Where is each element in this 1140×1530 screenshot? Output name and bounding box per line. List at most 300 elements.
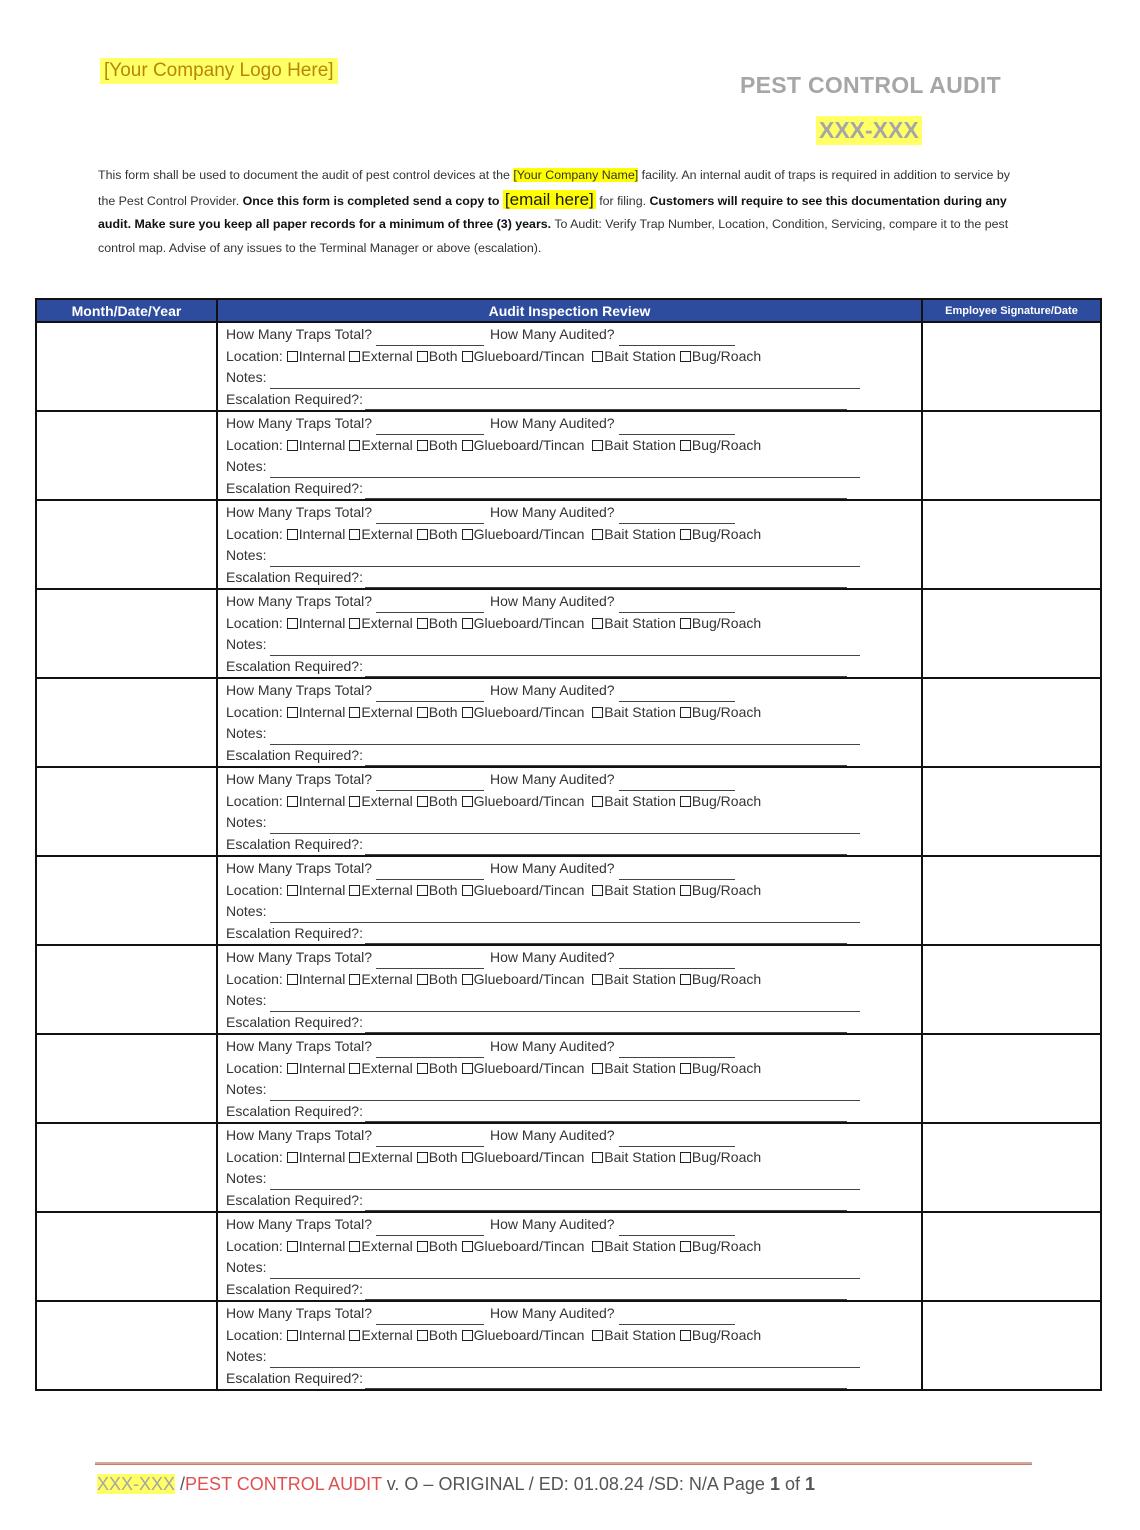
location-option-bug-roach[interactable]: Bug/Roach <box>680 1147 761 1169</box>
checkbox-icon[interactable] <box>592 1063 603 1074</box>
location-option-both[interactable]: Both <box>417 1325 458 1347</box>
location-option-external[interactable]: External <box>349 524 412 546</box>
signature-cell[interactable] <box>922 500 1101 589</box>
date-cell[interactable] <box>36 767 217 856</box>
checkbox-icon[interactable] <box>592 351 603 362</box>
audited-label: How Many Audited? <box>490 593 615 609</box>
location-option-glueboard[interactable]: Glueboard/Tincan <box>462 969 585 991</box>
date-cell[interactable] <box>36 856 217 945</box>
traps-total-field[interactable] <box>376 1221 484 1236</box>
table-row <box>36 1212 1101 1301</box>
location-option-glueboard[interactable]: Glueboard/Tincan <box>462 346 585 368</box>
checkbox-icon[interactable] <box>349 796 360 807</box>
checkbox-icon[interactable] <box>287 707 298 718</box>
date-cell[interactable] <box>36 945 217 1034</box>
location-line <box>226 435 921 457</box>
checkbox-icon[interactable] <box>417 707 428 718</box>
checkbox-icon[interactable] <box>417 974 428 985</box>
escalation-field[interactable] <box>365 1374 847 1389</box>
date-cell[interactable] <box>36 1123 217 1212</box>
notes-label: Notes: <box>226 814 267 830</box>
audited-field[interactable] <box>619 1221 735 1236</box>
audited-field[interactable] <box>619 865 735 880</box>
location-option-bug-roach[interactable]: Bug/Roach <box>680 791 761 813</box>
checkbox-icon[interactable] <box>592 618 603 629</box>
escalation-field[interactable] <box>365 1107 847 1122</box>
traps-total-label: How Many Traps Total? <box>226 860 373 876</box>
notes-label: Notes: <box>226 903 267 919</box>
notes-line <box>226 634 921 656</box>
location-option-external[interactable]: External <box>349 1236 412 1258</box>
notes-field[interactable] <box>270 997 860 1012</box>
notes-label: Notes: <box>226 1081 267 1097</box>
location-label: Location: <box>226 1237 283 1254</box>
checkbox-icon[interactable] <box>287 1241 298 1252</box>
location-option-external[interactable]: External <box>349 613 412 635</box>
checkbox-icon[interactable] <box>349 618 360 629</box>
checkbox-icon[interactable] <box>417 529 428 540</box>
location-option-bug-roach[interactable]: Bug/Roach <box>680 613 761 635</box>
location-option-external[interactable]: External <box>349 791 412 813</box>
date-cell[interactable] <box>36 322 217 411</box>
checkbox-icon[interactable] <box>680 707 691 718</box>
traps-total-field[interactable] <box>376 776 484 791</box>
location-option-bait-station[interactable]: Bait Station <box>588 702 676 724</box>
audited-field[interactable] <box>619 1310 735 1325</box>
checkbox-icon[interactable] <box>680 1063 691 1074</box>
traps-line <box>226 680 921 702</box>
date-cell[interactable] <box>36 1212 217 1301</box>
traps-total-field[interactable] <box>376 598 484 613</box>
location-option-bait-station[interactable]: Bait Station <box>588 880 676 902</box>
location-option-glueboard[interactable]: Glueboard/Tincan <box>462 1147 585 1169</box>
location-line <box>226 791 921 813</box>
notes-line <box>226 1168 921 1190</box>
checkbox-icon[interactable] <box>462 351 473 362</box>
checkbox-icon[interactable] <box>417 618 428 629</box>
location-option-bait-station[interactable]: Bait Station <box>588 346 676 368</box>
date-cell[interactable] <box>36 1301 217 1390</box>
traps-total-field[interactable] <box>376 420 484 435</box>
checkbox-icon[interactable] <box>287 529 298 540</box>
checkbox-icon[interactable] <box>349 529 360 540</box>
checkbox-icon[interactable] <box>680 1330 691 1341</box>
checkbox-icon[interactable] <box>462 796 473 807</box>
checkbox-icon[interactable] <box>592 885 603 896</box>
audited-label: How Many Audited? <box>490 1038 615 1054</box>
audited-field[interactable] <box>619 420 735 435</box>
traps-total-field[interactable] <box>376 331 484 346</box>
traps-total-label: How Many Traps Total? <box>226 415 373 431</box>
location-option-bait-station[interactable]: Bait Station <box>588 1236 676 1258</box>
notes-field[interactable] <box>270 552 860 567</box>
traps-line <box>226 1303 921 1325</box>
notes-field[interactable] <box>270 1264 860 1279</box>
signature-cell[interactable] <box>922 411 1101 500</box>
traps-total-label: How Many Traps Total? <box>226 326 373 342</box>
notes-field[interactable] <box>270 819 860 834</box>
escalation-label: Escalation Required?: <box>226 835 363 852</box>
traps-total-field[interactable] <box>376 1132 484 1147</box>
signature-cell[interactable] <box>922 1034 1101 1123</box>
location-option-bait-station[interactable]: Bait Station <box>588 613 676 635</box>
checkbox-icon[interactable] <box>592 1330 603 1341</box>
escalation-field[interactable] <box>365 395 847 410</box>
intro-text-6: To Audit: Verify Trap Number, Location, Condition, Servicing, compare it to the pest control map. Advise of any issues to the Terminal Manager or above (escalation). <box>98 217 1009 255</box>
audited-field[interactable] <box>619 331 735 346</box>
notes-line <box>226 812 921 834</box>
checkbox-icon[interactable] <box>592 1241 603 1252</box>
escalation-field[interactable] <box>365 662 847 677</box>
traps-total-label: How Many Traps Total? <box>226 771 373 787</box>
location-option-both[interactable]: Both <box>417 1147 458 1169</box>
location-option-internal[interactable]: Internal <box>287 880 346 902</box>
notes-line <box>226 456 921 478</box>
footer-sep: / <box>175 1474 186 1494</box>
signature-cell[interactable] <box>922 322 1101 411</box>
audited-field[interactable] <box>619 509 735 524</box>
signature-cell[interactable] <box>922 1123 1101 1212</box>
date-cell[interactable] <box>36 500 217 589</box>
notes-field[interactable] <box>270 1086 860 1101</box>
location-option-bug-roach[interactable]: Bug/Roach <box>680 524 761 546</box>
traps-total-label: How Many Traps Total? <box>226 593 373 609</box>
notes-line <box>226 990 921 1012</box>
escalation-field[interactable] <box>365 1196 847 1211</box>
notes-field[interactable] <box>270 1353 860 1368</box>
location-option-bug-roach[interactable]: Bug/Roach <box>680 702 761 724</box>
checkbox-icon[interactable] <box>349 1330 360 1341</box>
location-option-both[interactable]: Both <box>417 880 458 902</box>
location-option-bait-station[interactable]: Bait Station <box>588 1147 676 1169</box>
footer-doc-code: XXX-XXX <box>97 1474 176 1494</box>
escalation-line <box>226 923 921 945</box>
location-option-internal[interactable]: Internal <box>287 791 346 813</box>
escalation-line <box>226 1101 921 1123</box>
checkbox-icon[interactable] <box>680 974 691 985</box>
checkbox-icon[interactable] <box>462 974 473 985</box>
table-row <box>36 767 1101 856</box>
location-option-bait-station[interactable]: Bait Station <box>588 969 676 991</box>
intro-text-3: Once this form is completed send a copy to <box>242 193 500 208</box>
location-option-internal[interactable]: Internal <box>287 524 346 546</box>
checkbox-icon[interactable] <box>417 351 428 362</box>
checkbox-icon[interactable] <box>287 440 298 451</box>
audited-field[interactable] <box>619 776 735 791</box>
escalation-label: Escalation Required?: <box>226 1013 363 1030</box>
checkbox-icon[interactable] <box>462 1063 473 1074</box>
checkbox-icon[interactable] <box>680 351 691 362</box>
location-option-glueboard[interactable]: Glueboard/Tincan <box>462 1058 585 1080</box>
table-header-row <box>36 299 1101 322</box>
escalation-line <box>226 1190 921 1212</box>
checkbox-icon[interactable] <box>349 1241 360 1252</box>
checkbox-icon[interactable] <box>417 796 428 807</box>
checkbox-icon[interactable] <box>680 1241 691 1252</box>
location-option-bug-roach[interactable]: Bug/Roach <box>680 880 761 902</box>
traps-total-field[interactable] <box>376 509 484 524</box>
checkbox-icon[interactable] <box>462 885 473 896</box>
traps-total-label: How Many Traps Total? <box>226 1127 373 1143</box>
location-option-bug-roach[interactable]: Bug/Roach <box>680 1236 761 1258</box>
checkbox-icon[interactable] <box>592 707 603 718</box>
checkbox-icon[interactable] <box>417 1152 428 1163</box>
signature-cell[interactable] <box>922 945 1101 1034</box>
review-cell <box>217 856 922 945</box>
traps-total-field[interactable] <box>376 865 484 880</box>
audited-field[interactable] <box>619 598 735 613</box>
location-option-glueboard[interactable]: Glueboard/Tincan <box>462 880 585 902</box>
checkbox-icon[interactable] <box>462 1152 473 1163</box>
location-option-glueboard[interactable]: Glueboard/Tincan <box>462 1236 585 1258</box>
notes-field[interactable] <box>270 908 860 923</box>
document-title: PEST CONTROL AUDIT <box>740 72 1001 98</box>
location-option-bait-station[interactable]: Bait Station <box>588 791 676 813</box>
header-employee-signature: Employee Signature/Date <box>922 299 1101 322</box>
escalation-line <box>226 1279 921 1301</box>
location-label: Location: <box>226 881 283 898</box>
traps-line <box>226 1036 921 1058</box>
escalation-label: Escalation Required?: <box>226 568 363 585</box>
review-cell <box>217 411 922 500</box>
intro-text-5: Customers will require to see this documentation during any audit. Make sure you keep all paper records for a minimum of three (3) years. <box>98 193 1007 231</box>
location-option-internal[interactable]: Internal <box>287 702 346 724</box>
location-option-both[interactable]: Both <box>417 791 458 813</box>
location-option-bait-station[interactable]: Bait Station <box>588 1058 676 1080</box>
review-cell <box>217 500 922 589</box>
table-row <box>36 1034 1101 1123</box>
location-option-bait-station[interactable]: Bait Station <box>588 524 676 546</box>
location-option-both[interactable]: Both <box>417 702 458 724</box>
checkbox-icon[interactable] <box>349 351 360 362</box>
checkbox-icon[interactable] <box>462 1330 473 1341</box>
traps-total-field[interactable] <box>376 687 484 702</box>
traps-line <box>226 591 921 613</box>
checkbox-icon[interactable] <box>680 885 691 896</box>
escalation-field[interactable] <box>365 484 847 499</box>
review-cell <box>217 945 922 1034</box>
traps-line <box>226 1125 921 1147</box>
audited-field[interactable] <box>619 1043 735 1058</box>
traps-total-field[interactable] <box>376 1310 484 1325</box>
location-label: Location: <box>226 614 283 631</box>
checkbox-icon[interactable] <box>287 351 298 362</box>
location-option-both[interactable]: Both <box>417 1058 458 1080</box>
location-option-bug-roach[interactable]: Bug/Roach <box>680 1325 761 1347</box>
notes-field[interactable] <box>270 374 860 389</box>
location-label: Location: <box>226 970 283 987</box>
checkbox-icon[interactable] <box>462 529 473 540</box>
audited-field[interactable] <box>619 687 735 702</box>
notes-field[interactable] <box>270 463 860 478</box>
location-option-external[interactable]: External <box>349 435 412 457</box>
checkbox-icon[interactable] <box>680 1152 691 1163</box>
location-option-external[interactable]: External <box>349 969 412 991</box>
location-label: Location: <box>226 703 283 720</box>
escalation-line <box>226 1012 921 1034</box>
table-row <box>36 678 1101 767</box>
escalation-field[interactable] <box>365 929 847 944</box>
checkbox-icon[interactable] <box>417 440 428 451</box>
checkbox-icon[interactable] <box>592 529 603 540</box>
traps-total-label: How Many Traps Total? <box>226 1038 373 1054</box>
audited-field[interactable] <box>619 1132 735 1147</box>
checkbox-icon[interactable] <box>680 529 691 540</box>
checkbox-icon[interactable] <box>287 1330 298 1341</box>
checkbox-icon[interactable] <box>287 974 298 985</box>
checkbox-icon[interactable] <box>680 618 691 629</box>
location-option-internal[interactable]: Internal <box>287 1236 346 1258</box>
signature-cell[interactable] <box>922 1212 1101 1301</box>
location-option-bug-roach[interactable]: Bug/Roach <box>680 1058 761 1080</box>
checkbox-icon[interactable] <box>287 618 298 629</box>
escalation-field[interactable] <box>365 573 847 588</box>
location-option-external[interactable]: External <box>349 346 412 368</box>
location-option-external[interactable]: External <box>349 702 412 724</box>
location-option-bug-roach[interactable]: Bug/Roach <box>680 435 761 457</box>
checkbox-icon[interactable] <box>462 618 473 629</box>
date-cell[interactable] <box>36 1034 217 1123</box>
location-option-bait-station[interactable]: Bait Station <box>588 1325 676 1347</box>
escalation-label: Escalation Required?: <box>226 479 363 496</box>
location-line <box>226 1325 921 1347</box>
document-code: XXX-XXX <box>816 116 922 145</box>
checkbox-icon[interactable] <box>287 1152 298 1163</box>
location-line <box>226 524 921 546</box>
location-option-internal[interactable]: Internal <box>287 969 346 991</box>
location-option-external[interactable]: External <box>349 1147 412 1169</box>
checkbox-icon[interactable] <box>462 707 473 718</box>
location-label: Location: <box>226 436 283 453</box>
escalation-label: Escalation Required?: <box>226 924 363 941</box>
location-option-both[interactable]: Both <box>417 969 458 991</box>
location-option-both[interactable]: Both <box>417 613 458 635</box>
location-option-both[interactable]: Both <box>417 1236 458 1258</box>
table-row <box>36 1123 1101 1212</box>
checkbox-icon[interactable] <box>417 1241 428 1252</box>
location-line <box>226 880 921 902</box>
location-line <box>226 613 921 635</box>
location-option-external[interactable]: External <box>349 1058 412 1080</box>
checkbox-icon[interactable] <box>349 1063 360 1074</box>
checkbox-icon[interactable] <box>417 885 428 896</box>
checkbox-icon[interactable] <box>349 707 360 718</box>
checkbox-icon[interactable] <box>592 974 603 985</box>
location-option-bug-roach[interactable]: Bug/Roach <box>680 969 761 991</box>
checkbox-icon[interactable] <box>349 974 360 985</box>
location-option-both[interactable]: Both <box>417 524 458 546</box>
checkbox-icon[interactable] <box>462 440 473 451</box>
traps-total-label: How Many Traps Total? <box>226 504 373 520</box>
footer-page-total: 1 <box>804 1474 815 1494</box>
intro-text-1: This form shall be used to document the audit of pest control devices at the <box>98 168 510 182</box>
footer-of: of <box>779 1474 805 1494</box>
location-option-glueboard[interactable]: Glueboard/Tincan <box>462 613 585 635</box>
notes-line <box>226 1257 921 1279</box>
location-option-internal[interactable]: Internal <box>287 1058 346 1080</box>
checkbox-icon[interactable] <box>680 796 691 807</box>
escalation-field[interactable] <box>365 1285 847 1300</box>
audited-label: How Many Audited? <box>490 415 615 431</box>
audited-field[interactable] <box>619 954 735 969</box>
notes-label: Notes: <box>226 992 267 1008</box>
location-label: Location: <box>226 792 283 809</box>
location-option-glueboard[interactable]: Glueboard/Tincan <box>462 524 585 546</box>
footer-divider <box>95 1462 1032 1465</box>
location-option-internal[interactable]: Internal <box>287 1147 346 1169</box>
signature-cell[interactable] <box>922 678 1101 767</box>
checkbox-icon[interactable] <box>417 1063 428 1074</box>
location-option-internal[interactable]: Internal <box>287 613 346 635</box>
location-option-glueboard[interactable]: Glueboard/Tincan <box>462 791 585 813</box>
date-cell[interactable] <box>36 678 217 767</box>
location-option-bait-station[interactable]: Bait Station <box>588 435 676 457</box>
signature-cell[interactable] <box>922 767 1101 856</box>
signature-cell[interactable] <box>922 589 1101 678</box>
escalation-field[interactable] <box>365 1018 847 1033</box>
traps-total-field[interactable] <box>376 954 484 969</box>
checkbox-icon[interactable] <box>349 440 360 451</box>
checkbox-icon[interactable] <box>287 885 298 896</box>
location-line <box>226 1147 921 1169</box>
checkbox-icon[interactable] <box>349 885 360 896</box>
checkbox-icon[interactable] <box>592 796 603 807</box>
review-cell <box>217 767 922 856</box>
location-option-glueboard[interactable]: Glueboard/Tincan <box>462 1325 585 1347</box>
location-option-both[interactable]: Both <box>417 346 458 368</box>
traps-line <box>226 769 921 791</box>
checkbox-icon[interactable] <box>462 1241 473 1252</box>
location-option-internal[interactable]: Internal <box>287 1325 346 1347</box>
signature-cell[interactable] <box>922 1301 1101 1390</box>
checkbox-icon[interactable] <box>592 1152 603 1163</box>
table-row <box>36 945 1101 1034</box>
location-option-glueboard[interactable]: Glueboard/Tincan <box>462 435 585 457</box>
location-option-bug-roach[interactable]: Bug/Roach <box>680 346 761 368</box>
location-option-external[interactable]: External <box>349 1325 412 1347</box>
escalation-field[interactable] <box>365 840 847 855</box>
location-option-internal[interactable]: Internal <box>287 346 346 368</box>
location-option-glueboard[interactable]: Glueboard/Tincan <box>462 702 585 724</box>
location-option-external[interactable]: External <box>349 880 412 902</box>
location-option-internal[interactable]: Internal <box>287 435 346 457</box>
traps-total-field[interactable] <box>376 1043 484 1058</box>
escalation-label: Escalation Required?: <box>226 657 363 674</box>
checkbox-icon[interactable] <box>592 440 603 451</box>
intro-text-4: for filing. <box>599 193 647 208</box>
signature-cell[interactable] <box>922 856 1101 945</box>
escalation-label: Escalation Required?: <box>226 1280 363 1297</box>
checkbox-icon[interactable] <box>287 1063 298 1074</box>
notes-field[interactable] <box>270 641 860 656</box>
checkbox-icon[interactable] <box>287 796 298 807</box>
location-option-both[interactable]: Both <box>417 435 458 457</box>
escalation-line <box>226 567 921 589</box>
notes-field[interactable] <box>270 1175 860 1190</box>
escalation-line <box>226 656 921 678</box>
date-cell[interactable] <box>36 411 217 500</box>
escalation-line <box>226 1368 921 1390</box>
checkbox-icon[interactable] <box>349 1152 360 1163</box>
audited-label: How Many Audited? <box>490 949 615 965</box>
escalation-field[interactable] <box>365 751 847 766</box>
checkbox-icon[interactable] <box>680 440 691 451</box>
location-label: Location: <box>226 525 283 542</box>
checkbox-icon[interactable] <box>417 1330 428 1341</box>
date-cell[interactable] <box>36 589 217 678</box>
notes-label: Notes: <box>226 369 267 385</box>
notes-field[interactable] <box>270 730 860 745</box>
